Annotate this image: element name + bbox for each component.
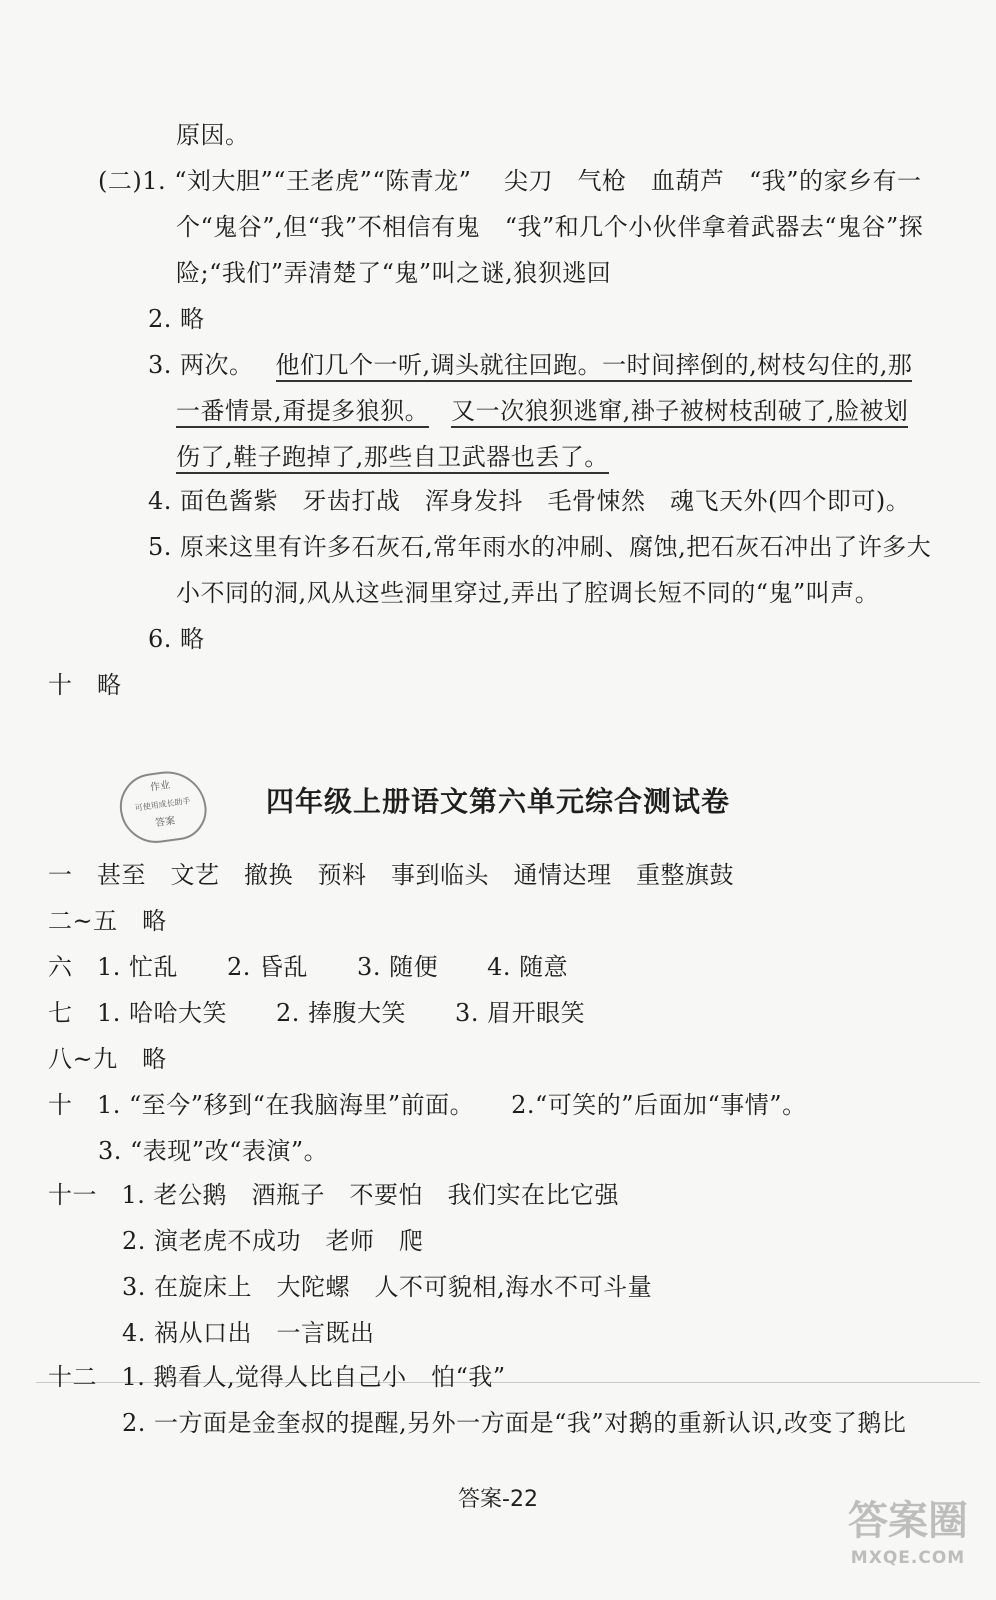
answer-line: 十 略 bbox=[48, 671, 122, 699]
underlined-answer: 伤了,鞋子跑掉了,那些自卫武器也丢了。 bbox=[176, 443, 609, 474]
answer-line: 险;“我们”弄清楚了“鬼”叫之谜,狼狈逃回 bbox=[176, 259, 612, 287]
page-number: 答案-22 bbox=[458, 1487, 538, 1512]
answer-line: 十一 1. 老公鹅 酒瓶子 不要怕 我们实在比它强 bbox=[48, 1181, 620, 1209]
answer-line: 6. 略 bbox=[148, 625, 205, 653]
answer-line: 六 1. 忙乱 2. 昏乱 3. 随便 4. 随意 bbox=[48, 953, 569, 981]
section-title: 四年级上册语文第六单元综合测试卷 bbox=[265, 785, 730, 818]
answer-line: 八~九 略 bbox=[48, 1045, 167, 1073]
answer-line: 十 1. “至今”移到“在我脑海里”前面。 2.“可笑的”后面加“事情”。 bbox=[48, 1091, 807, 1119]
watermark-logo: 答案圈 MXQE.COM bbox=[848, 1498, 968, 1568]
answer-line: 2. 一方面是金奎叔的提醒,另外一方面是“我”对鹅的重新认识,改变了鹅比 bbox=[122, 1409, 907, 1437]
question-number: 3. 两次。 bbox=[148, 351, 254, 379]
answer-line: 3. 在旋床上 大陀螺 人不可貌相,海水不可斗量 bbox=[122, 1273, 653, 1301]
underlined-answer: 又一次狼狈逃窜,褂子被树枝刮破了,脸被划 bbox=[451, 397, 908, 428]
answer-line: 个“鬼谷”,但“我”不相信有鬼 “我”和几个小伙伴拿着武器去“鬼谷”探 bbox=[176, 213, 924, 241]
answer-line: 2. 演老虎不成功 老师 爬 bbox=[122, 1227, 424, 1255]
answer-line: 七 1. 哈哈大笑 2. 捧腹大笑 3. 眉开眼笑 bbox=[48, 999, 586, 1027]
underlined-answer: 一番情景,甭提多狼狈。 bbox=[176, 397, 429, 428]
answer-line: (二)1. “刘大胆”“王老虎”“陈青龙” 尖刀 气枪 血葫芦 “我”的家乡有一 bbox=[98, 167, 922, 195]
answer-line: 4. 祸从口出 一言既出 bbox=[122, 1319, 375, 1347]
answer-line: 二~五 略 bbox=[48, 907, 167, 935]
answer-line: 一 甚至 文艺 撤换 预料 事到临头 通情达理 重整旗鼓 bbox=[48, 861, 734, 889]
homework-stamp: 作业 可使用成长助手 答案 bbox=[116, 766, 211, 847]
answer-line: 原因。 bbox=[176, 121, 250, 149]
answer-line: 十二 1. 鹅看人,觉得人比自己小 怕“我” bbox=[48, 1363, 506, 1391]
answer-line bbox=[176, 394, 908, 428]
underlined-answer: 他们几个一听,调头就往回跑。一时间摔倒的,树枝勾住的,那 bbox=[276, 351, 913, 382]
answer-line bbox=[176, 440, 609, 474]
answer-line: 4. 面色酱紫 牙齿打战 浑身发抖 毛骨悚然 魂飞天外(四个即可)。 bbox=[148, 487, 911, 515]
answer-line: 小不同的洞,风从这些洞里穿过,弄出了腔调长短不同的“鬼”叫声。 bbox=[176, 579, 880, 607]
answer-line: 3. “表现”改“表演”。 bbox=[98, 1137, 329, 1165]
answer-line: 5. 原来这里有许多石灰石,常年雨水的冲刷、腐蚀,把石灰石冲出了许多大 bbox=[148, 533, 932, 561]
answer-line: 2. 略 bbox=[148, 305, 205, 333]
answer-line bbox=[148, 348, 912, 382]
